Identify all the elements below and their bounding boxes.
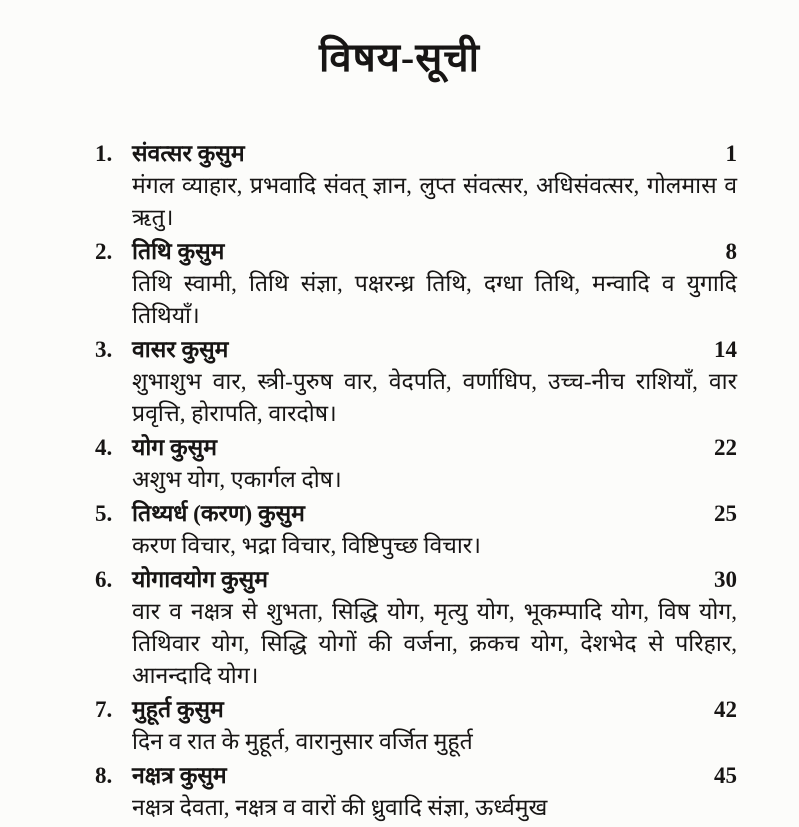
entry-number: 6. (95, 566, 113, 592)
entry-number: 3. (95, 336, 113, 362)
toc-entry-heading-row (95, 236, 737, 268)
entry-page-number: 1 (725, 140, 737, 166)
entry-heading: तिथि कुसुम (132, 238, 225, 264)
entry-description: शुभाशुभ वार, स्त्री-पुरुष वार, वेदपति, वर्णाधिप, उच्च-नीच राशियाँ, वार प्रवृत्ति, होरापति, वारदोष। (132, 368, 737, 426)
entry-heading: नक्षत्र कुसुम (132, 762, 227, 788)
entry-page-number: 25 (714, 500, 737, 526)
entry-number: 4. (95, 434, 113, 460)
toc-entry-heading-row (95, 760, 737, 792)
toc-entry-heading-row (95, 138, 737, 170)
toc-entry-heading-row (95, 564, 737, 596)
entry-heading: योगावयोग कुसुम (132, 566, 268, 592)
entry-heading: वासर कुसुम (132, 336, 229, 362)
entry-description: नक्षत्र देवता, नक्षत्र व वारों की ध्रुवादि संज्ञा, ऊर्ध्वमुख (132, 794, 548, 820)
entry-number: 7. (95, 696, 113, 722)
entry-heading: तिथ्यर्ध (करण) कुसुम (132, 500, 305, 526)
entry-number: 2. (95, 238, 113, 264)
entry-heading: योग कुसुम (132, 434, 217, 460)
toc-entry (95, 334, 737, 430)
toc-entry (95, 138, 737, 234)
entry-number: 5. (95, 500, 113, 526)
entry-heading: संवत्सर कुसुम (132, 140, 245, 166)
toc-entry-heading-row (95, 334, 737, 366)
entry-description: अशुभ योग, एकार्गल दोष। (132, 466, 342, 492)
table-of-contents (95, 138, 737, 824)
toc-entry (95, 236, 737, 332)
entry-description: करण विचार, भद्रा विचार, विष्टिपुच्छ विचार। (132, 532, 481, 558)
entry-page-number: 8 (725, 238, 737, 264)
toc-entry (95, 694, 737, 758)
toc-entry-heading-row (95, 498, 737, 530)
entry-description: तिथि स्वामी, तिथि संज्ञा, पक्षरन्ध्र तिथि, दग्धा तिथि, मन्वादि व युगादि तिथियाँ। (132, 270, 737, 328)
toc-entry (95, 760, 737, 824)
entry-number: 8. (95, 762, 113, 788)
entry-description: मंगल व्याहार, प्रभवादि संवत् ज्ञान, लुप्त संवत्सर, अधिसंवत्सर, गोलमास व ऋतु। (132, 172, 737, 230)
page-title: विषय-सूची (318, 34, 481, 80)
entry-page-number: 14 (714, 336, 737, 362)
entry-heading: मुहूर्त कुसुम (132, 696, 224, 722)
entry-description: वार व नक्षत्र से शुभता, सिद्धि योग, मृत्यु योग, भूकम्पादि योग, विष योग, तिथिवार योग, सिद्धि योगों की वर्जना, क्रकच योग, देशभेद से परिहार, आनन्दादि योग। (132, 598, 737, 688)
toc-entry (95, 564, 737, 692)
entry-page-number: 30 (714, 566, 737, 592)
entry-page-number: 42 (714, 696, 737, 722)
entry-description: दिन व रात के मुहूर्त, वारानुसार वर्जित मुहूर्त (132, 728, 473, 754)
entry-page-number: 45 (714, 762, 737, 788)
entry-number: 1. (95, 140, 113, 166)
toc-entry (95, 432, 737, 496)
entry-page-number: 22 (714, 434, 737, 460)
toc-entry-heading-row (95, 432, 737, 464)
toc-entry (95, 498, 737, 562)
toc-entry-heading-row (95, 694, 737, 726)
